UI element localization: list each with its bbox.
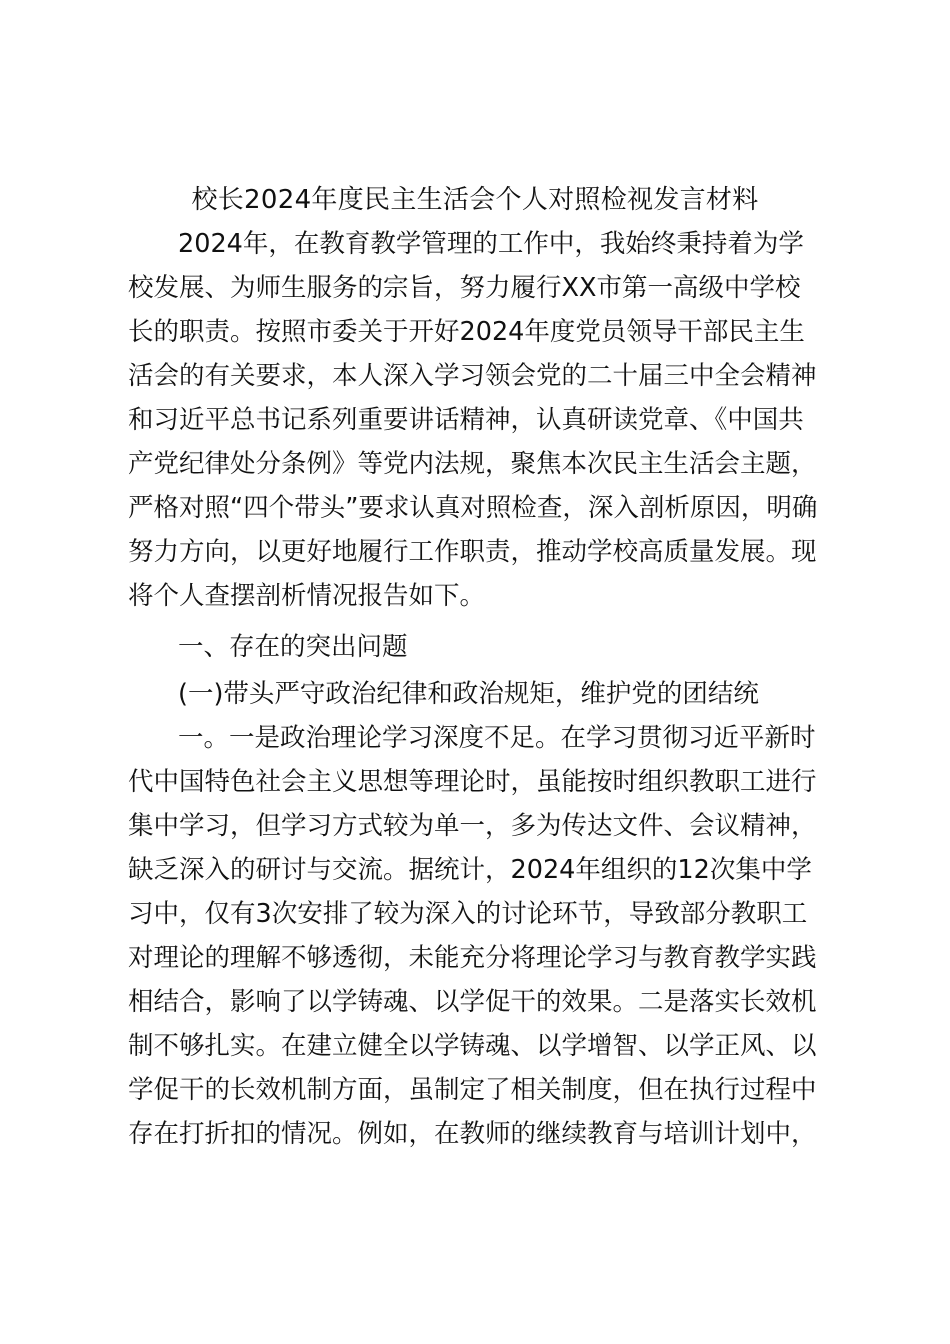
- paragraph-line: 产党纪律处分条例》等党内法规，聚焦本次民主生活会主题，: [128, 449, 817, 479]
- paragraph-line: 一。一是政治理论学习深度不足。在学习贯彻习近平新时: [178, 723, 816, 753]
- paragraph-line: 努力方向，以更好地履行工作职责，推动学校高质量发展。现: [128, 537, 817, 567]
- paragraph-line: 活会的有关要求，本人深入学习领会党的二十届三中全会精神: [128, 361, 817, 391]
- paragraph-line: 制不够扎实。在建立健全以学铸魂、以学增智、以学正风、以: [128, 1031, 817, 1061]
- document-title: 校长2024年度民主生活会个人对照检视发言材料: [191, 185, 759, 215]
- subsection-heading: (一)带头严守政治纪律和政治规矩，维护党的团结统: [178, 679, 759, 709]
- paragraph-line: 对理论的理解不够透彻，未能充分将理论学习与教育教学实践: [128, 943, 817, 973]
- paragraph-line: 代中国特色社会主义思想等理论时，虽能按时组织教职工进行: [128, 767, 817, 797]
- paragraph-line: 习中，仅有3次安排了较为深入的讨论环节，导致部分教职工: [128, 899, 808, 929]
- paragraph-line: 缺乏深入的研讨与交流。据统计，2024年组织的12次集中学: [128, 855, 812, 885]
- paragraph-line: 和习近平总书记系列重要讲话精神，认真研读党章、《中国共: [128, 405, 804, 435]
- paragraph-line: 校发展、为师生服务的宗旨，努力履行XX市第一高级中学校: [128, 273, 801, 303]
- paragraph-line: 严格对照“四个带头”要求认真对照检查，深入剖析原因，明确: [128, 493, 818, 523]
- paragraph-line: 存在打折扣的情况。例如，在教师的继续教育与培训计划中，: [128, 1119, 817, 1149]
- paragraph-line: 长的职责。按照市委关于开好2024年度党员领导干部民主生: [128, 317, 805, 347]
- paragraph-line: 学促干的长效机制方面，虽制定了相关制度，但在执行过程中: [128, 1075, 817, 1105]
- paragraph-line: 2024年，在教育教学管理的工作中，我始终秉持着为学: [178, 229, 804, 259]
- paragraph-line: 相结合，影响了以学铸魂、以学促干的效果。二是落实长效机: [128, 987, 817, 1017]
- paragraph-line: 将个人查摆剖析情况报告如下。: [128, 581, 486, 611]
- paragraph-line: 集中学习，但学习方式较为单一，多为传达文件、会议精神，: [128, 811, 817, 841]
- section-heading: 一、存在的突出问题: [178, 632, 408, 662]
